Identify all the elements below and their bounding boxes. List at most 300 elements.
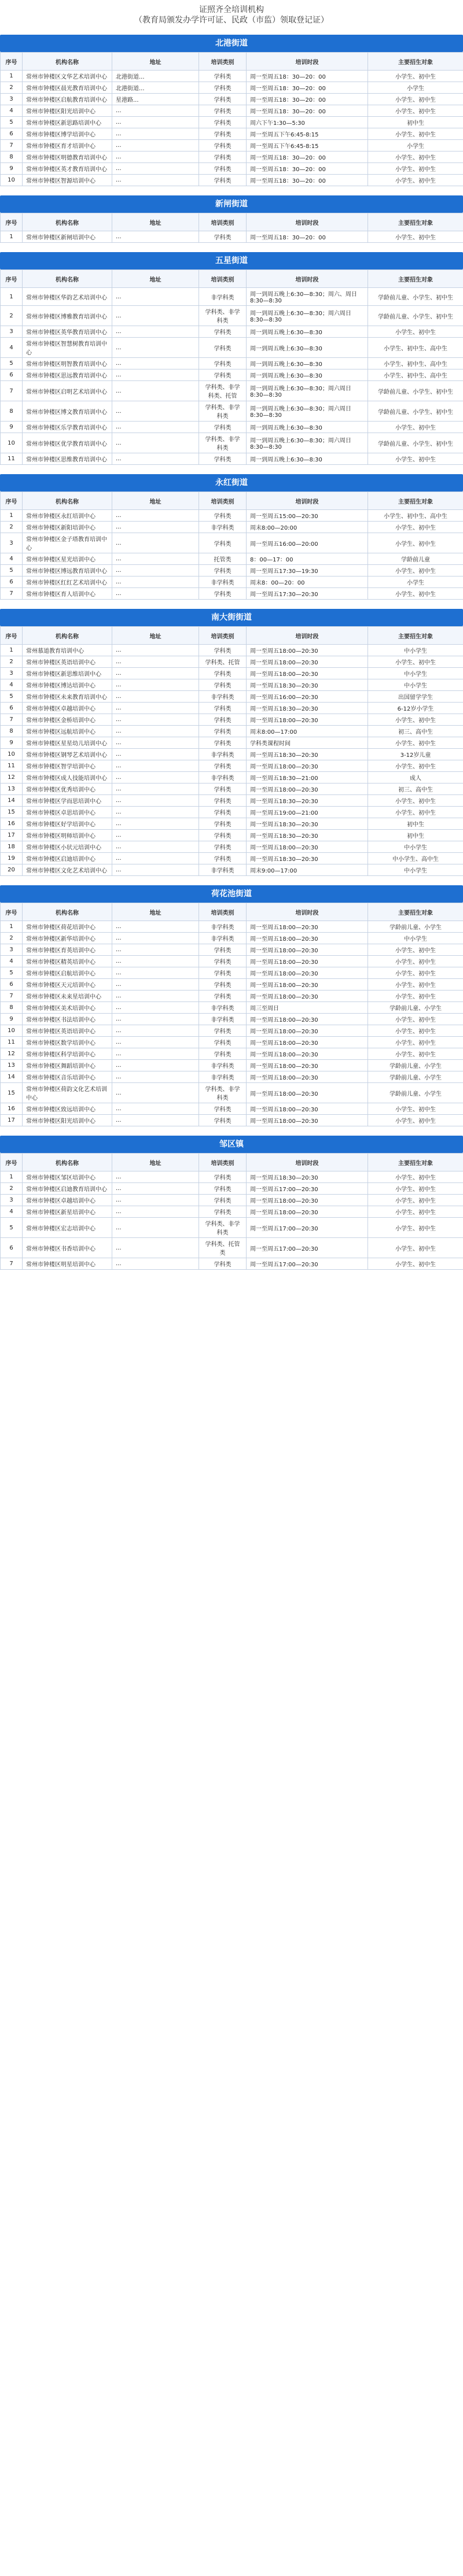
training-category: 学科类 (199, 991, 247, 1002)
row-number: 7 (1, 991, 23, 1002)
institution-address: ... (112, 921, 199, 933)
column-header: 序号 (1, 270, 23, 288)
target-students: 中小学生 (368, 864, 463, 876)
table-header-row (1, 270, 463, 288)
training-category: 学科类 (199, 944, 247, 956)
target-students: 小学生、初中生 (368, 231, 463, 243)
table-row (1, 783, 463, 795)
institution-address: ... (112, 1183, 199, 1195)
institution-address: ... (112, 1195, 199, 1206)
institution-name: 常州市钟楼区博文教育培训中心 (23, 401, 112, 422)
institution-name: 常州市钟楼区美术培训中心 (23, 1002, 112, 1014)
institution-name: 常州市钟楼区英华教育培训中心 (23, 326, 112, 338)
training-period: 周一至周五18:30—20:30 (247, 1171, 368, 1183)
target-students: 小学生、初中生 (368, 967, 463, 979)
institution-name: 常州市钟楼区荷韵文化艺术培训中心 (23, 1083, 112, 1103)
row-number: 18 (1, 841, 23, 853)
institution-name: 常州市钟楼区天元培训中心 (23, 979, 112, 991)
institution-name: 常州市钟楼区未来星培训中心 (23, 991, 112, 1002)
training-category: 学科类 (199, 737, 247, 749)
training-category: 非学科类 (199, 288, 247, 306)
training-period: 周一至周五16:00—20:00 (247, 533, 368, 553)
table-row (1, 105, 463, 117)
column-header: 培训类别 (199, 903, 247, 921)
table-row (1, 864, 463, 876)
institution-address: ... (112, 288, 199, 306)
target-students: 3-12岁儿童 (368, 749, 463, 760)
row-number: 8 (1, 151, 23, 163)
target-students: 小学生、初中生 (368, 979, 463, 991)
target-students: 学龄前儿童、小学生 (368, 1083, 463, 1103)
institution-address: ... (112, 1115, 199, 1126)
row-number: 16 (1, 1103, 23, 1115)
column-header: 机构名称 (23, 492, 112, 510)
institution-address: ... (112, 151, 199, 163)
training-period: 周一至周五18：30—20：00 (247, 151, 368, 163)
training-period: 周一至周五15:00—20:30 (247, 510, 368, 522)
target-students: 小学生 (368, 82, 463, 94)
row-number: 5 (1, 358, 23, 369)
training-period: 周一至周五18:30—20:30 (247, 795, 368, 807)
target-students: 学龄前儿童、小学生、初中生 (368, 381, 463, 401)
table-row (1, 1071, 463, 1083)
institution-name: 常州市钟楼区新华培训中心 (23, 933, 112, 944)
training-category: 学科类 (199, 979, 247, 991)
training-category: 非学科类 (199, 933, 247, 944)
institution-name: 常州市钟楼区好学培训中心 (23, 818, 112, 830)
institution-name: 常州市钟楼区智源培训中心 (23, 175, 112, 186)
column-header: 培训时段 (247, 903, 368, 921)
section-title: 新闸街道 (0, 195, 463, 213)
institution-table (0, 213, 463, 243)
target-students: 小学生、初中生 (368, 1037, 463, 1048)
table-row (1, 565, 463, 576)
training-period: 周一至周五18：30—20：00 (247, 71, 368, 82)
training-category: 学科类 (199, 841, 247, 853)
training-period: 周一至周五18：30—20：00 (247, 231, 368, 243)
column-header: 序号 (1, 492, 23, 510)
column-header: 序号 (1, 903, 23, 921)
row-number: 1 (1, 288, 23, 306)
target-students: 中小学生 (368, 668, 463, 679)
institution-name: 常州市钟楼区新阳培训中心 (23, 522, 112, 533)
target-students: 小学生、初中生 (368, 1048, 463, 1060)
column-header: 主要招生对象 (368, 270, 463, 288)
row-number: 6 (1, 128, 23, 140)
institution-address: ... (112, 1002, 199, 1014)
training-category: 学科类 (199, 1048, 247, 1060)
table-row (1, 1002, 463, 1014)
column-header: 培训时段 (247, 492, 368, 510)
institution-table (0, 626, 463, 876)
target-students: 初中生 (368, 818, 463, 830)
target-students: 小学生、初中生 (368, 1258, 463, 1270)
target-students: 小学生、初中生 (368, 1103, 463, 1115)
table-row (1, 991, 463, 1002)
table-row (1, 1183, 463, 1195)
training-category: 学科类 (199, 1206, 247, 1218)
institution-name: 常州市钟楼区星星幼儿培训中心 (23, 737, 112, 749)
table-row (1, 714, 463, 726)
target-students: 小学生、初中生 (368, 163, 463, 175)
row-number: 7 (1, 588, 23, 600)
institution-name: 常州市钟楼区致远培训中心 (23, 1103, 112, 1115)
training-category: 学科类 (199, 714, 247, 726)
row-number: 17 (1, 1115, 23, 1126)
table-row (1, 944, 463, 956)
target-students: 出国留学学生 (368, 691, 463, 703)
training-category: 学科类 (199, 369, 247, 381)
target-students: 小学生、初中生 (368, 795, 463, 807)
row-number: 5 (1, 565, 23, 576)
table-row (1, 522, 463, 533)
table-row (1, 326, 463, 338)
table-row (1, 306, 463, 326)
target-students: 中小学生 (368, 933, 463, 944)
training-period: 周三至周日 (247, 1002, 368, 1014)
row-number: 7 (1, 1258, 23, 1270)
training-category: 学科类 (199, 1037, 247, 1048)
table-row (1, 1025, 463, 1037)
target-students: 中小学生 (368, 841, 463, 853)
target-students: 学龄前儿童、小学生、初中生 (368, 401, 463, 422)
row-number: 11 (1, 1037, 23, 1048)
table-row (1, 163, 463, 175)
section-yonghong (0, 474, 463, 600)
institution-address: ... (112, 933, 199, 944)
row-number: 7 (1, 714, 23, 726)
institution-name: 常州市钟楼区乐学教育培训中心 (23, 422, 112, 433)
institution-name: 常州市钟楼区启航培训中心 (23, 967, 112, 979)
column-header: 地址 (112, 627, 199, 645)
row-number: 9 (1, 422, 23, 433)
training-period: 周一至周五18:30—20:30 (247, 853, 368, 864)
training-category: 学科类 (199, 82, 247, 94)
institution-table (0, 52, 463, 186)
table-row (1, 358, 463, 369)
row-number: 4 (1, 679, 23, 691)
training-period: 周末8：00—20：00 (247, 576, 368, 588)
institution-address: ... (112, 1238, 199, 1258)
row-number: 6 (1, 979, 23, 991)
institution-address: ... (112, 1206, 199, 1218)
institution-address: ... (112, 163, 199, 175)
institution-name: 常州市钟楼区博达培训中心 (23, 679, 112, 691)
table-row (1, 117, 463, 128)
row-number: 4 (1, 105, 23, 117)
table-row (1, 1238, 463, 1258)
training-period: 周一到周五晚上6:30—8:30；周六、周日8:30—8:30 (247, 288, 368, 306)
training-category: 学科类 (199, 1025, 247, 1037)
institution-name: 常州市钟楼区精英培训中心 (23, 956, 112, 967)
section-title: 南大街街道 (0, 609, 463, 626)
institution-address: ... (112, 510, 199, 522)
row-number: 1 (1, 645, 23, 656)
training-category: 学科类 (199, 1103, 247, 1115)
table-row (1, 71, 463, 82)
institution-name: 常州市钟楼区华韵艺术培训中心 (23, 288, 112, 306)
training-category: 学科类 (199, 703, 247, 714)
table-row (1, 830, 463, 841)
target-students: 小学生、初中生 (368, 1183, 463, 1195)
target-students: 小学生、初中生 (368, 956, 463, 967)
column-header: 主要招生对象 (368, 213, 463, 231)
table-row (1, 338, 463, 358)
table-row (1, 1060, 463, 1071)
institution-name: 常州市钟楼区钢琴艺术培训中心 (23, 749, 112, 760)
target-students: 初三、高中生 (368, 726, 463, 737)
institution-address: ... (112, 358, 199, 369)
institution-name: 常州市钟楼区启迪教育培训中心 (23, 1183, 112, 1195)
training-category: 非学科类 (199, 1060, 247, 1071)
row-number: 15 (1, 1083, 23, 1103)
column-header: 地址 (112, 903, 199, 921)
row-number: 6 (1, 369, 23, 381)
target-students: 小学生、初中生 (368, 1115, 463, 1126)
training-period: 周一至周五17:00—20:30 (247, 1218, 368, 1238)
target-students: 小学生、初中生 (368, 175, 463, 186)
table-row (1, 760, 463, 772)
institution-name: 常州市钟楼区明德教育培训中心 (23, 151, 112, 163)
target-students: 小学生、初中生 (368, 128, 463, 140)
institution-address: ... (112, 1071, 199, 1083)
training-category: 学科类 (199, 71, 247, 82)
column-header: 培训类别 (199, 270, 247, 288)
target-students: 学龄前儿童、小学生 (368, 921, 463, 933)
training-period: 周一至周五18:00—20:30 (247, 956, 368, 967)
institution-address: ... (112, 783, 199, 795)
target-students: 小学生、初中生 (368, 1025, 463, 1037)
institution-name: 常州市钟楼区科学培训中心 (23, 1048, 112, 1060)
training-period: 周一到周五晚上6:30—8:30 (247, 453, 368, 465)
institution-table (0, 903, 463, 1126)
row-number: 12 (1, 772, 23, 783)
target-students: 小学生、初中生 (368, 1195, 463, 1206)
institution-name: 常州市钟楼区永红培训中心 (23, 510, 112, 522)
training-category: 学科类 (199, 853, 247, 864)
row-number: 15 (1, 807, 23, 818)
institution-name: 常州市钟楼区邹区培训中心 (23, 1171, 112, 1183)
row-number: 19 (1, 853, 23, 864)
target-students: 小学生 (368, 576, 463, 588)
training-category: 学科类 (199, 1171, 247, 1183)
institution-name: 常州市钟楼区新思路培训中心 (23, 117, 112, 128)
training-category: 托管类 (199, 553, 247, 565)
institution-address: ... (112, 714, 199, 726)
target-students: 小学生、初中生 (368, 588, 463, 600)
row-number: 10 (1, 749, 23, 760)
table-row (1, 433, 463, 453)
institution-name: 常州市钟楼区成人技能培训中心 (23, 772, 112, 783)
training-period: 周一至周五18：30—20：00 (247, 163, 368, 175)
table-row (1, 231, 463, 243)
institution-name: 常州市钟楼区启航教育培训中心 (23, 94, 112, 105)
row-number: 6 (1, 1238, 23, 1258)
table-row (1, 979, 463, 991)
target-students: 初中生 (368, 117, 463, 128)
institution-address: ... (112, 306, 199, 326)
training-period: 周一至周五18：30—20：00 (247, 105, 368, 117)
column-header: 主要招生对象 (368, 53, 463, 71)
training-period: 周一至周五18:30—20:30 (247, 679, 368, 691)
training-category: 学科类 (199, 117, 247, 128)
institution-name: 常州市钟楼区阳光培训中心 (23, 105, 112, 117)
institution-name: 常州慕道教育培训中心 (23, 645, 112, 656)
institution-address: 北港街道... (112, 71, 199, 82)
institution-name: 常州市钟楼区英语培训中心 (23, 1025, 112, 1037)
institution-name: 常州市钟楼区英语培训中心 (23, 656, 112, 668)
column-header: 地址 (112, 1154, 199, 1171)
target-students: 小学生、初中生 (368, 944, 463, 956)
institution-name: 常州市钟楼区书法培训中心 (23, 1014, 112, 1025)
target-students: 小学生、初中生 (368, 565, 463, 576)
institution-name: 常州市钟楼区英才教育培训中心 (23, 163, 112, 175)
target-students: 小学生、初中生 (368, 1171, 463, 1183)
training-period: 周一至周五18:00—20:30 (247, 1103, 368, 1115)
row-number: 7 (1, 381, 23, 401)
table-row (1, 1115, 463, 1126)
table-row (1, 795, 463, 807)
institution-name: 常州市钟楼区启明艺术培训中心 (23, 381, 112, 401)
column-header: 培训类别 (199, 627, 247, 645)
column-header: 主要招生对象 (368, 903, 463, 921)
institution-table (0, 1153, 463, 1270)
institution-address: ... (112, 231, 199, 243)
institution-address: ... (112, 668, 199, 679)
training-period: 周一至周五18:00—20:30 (247, 1014, 368, 1025)
table-row (1, 1103, 463, 1115)
column-header: 序号 (1, 1154, 23, 1171)
training-category: 非学科类 (199, 1014, 247, 1025)
row-number: 3 (1, 668, 23, 679)
training-period: 周一至周五18:00—20:30 (247, 933, 368, 944)
row-number: 3 (1, 944, 23, 956)
row-number: 4 (1, 338, 23, 358)
section-title: 荷花池街道 (0, 885, 463, 903)
row-number: 3 (1, 1195, 23, 1206)
target-students: 小学生、初中生 (368, 326, 463, 338)
institution-address: ... (112, 703, 199, 714)
training-period: 周一至周五18:30—21:00 (247, 772, 368, 783)
table-row (1, 921, 463, 933)
target-students: 小学生、初中生 (368, 522, 463, 533)
target-students: 小学生、初中生 (368, 1014, 463, 1025)
institution-name: 常州市钟楼区晨光教育培训中心 (23, 82, 112, 94)
column-header: 培训类别 (199, 213, 247, 231)
training-period: 周六下午1:30—5:30 (247, 117, 368, 128)
institution-name: 常州市钟楼区明星培训中心 (23, 1258, 112, 1270)
row-number: 10 (1, 1025, 23, 1037)
section-wuxing (0, 252, 463, 465)
section-nandajie (0, 609, 463, 876)
table-row (1, 1258, 463, 1270)
training-category: 非学科类 (199, 1071, 247, 1083)
training-category: 学科类 (199, 1195, 247, 1206)
row-number: 1 (1, 510, 23, 522)
institution-address: ... (112, 749, 199, 760)
table-row (1, 175, 463, 186)
training-category: 学科类、非学科类 (199, 401, 247, 422)
training-category: 学科类、非学科类 (199, 1083, 247, 1103)
institution-address: ... (112, 1258, 199, 1270)
section-title: 五星街道 (0, 252, 463, 269)
training-category: 学科类 (199, 140, 247, 151)
row-number: 6 (1, 576, 23, 588)
institution-name: 常州市钟楼区博学培训中心 (23, 128, 112, 140)
institution-name: 常州市钟楼区远航培训中心 (23, 726, 112, 737)
training-period: 周一至周五18:00—20:30 (247, 783, 368, 795)
column-header: 机构名称 (23, 1154, 112, 1171)
training-period: 周一至周五18:00—20:30 (247, 841, 368, 853)
institution-name: 常州市钟楼区舞蹈培训中心 (23, 1060, 112, 1071)
institution-name: 常州市钟楼区新闸培训中心 (23, 231, 112, 243)
training-category: 学科类、非学科类、托管 (199, 381, 247, 401)
table-row (1, 807, 463, 818)
target-students: 小学生、初中生 (368, 1218, 463, 1238)
target-students: 小学生、初中生 (368, 737, 463, 749)
training-period: 周一到周五晚上6:30—8:30 (247, 338, 368, 358)
section-hehuachi (0, 885, 463, 1126)
row-number: 1 (1, 71, 23, 82)
target-students: 学龄前儿童、小学生、初中生 (368, 306, 463, 326)
institution-address: ... (112, 175, 199, 186)
training-period: 周末8:00—17:00 (247, 726, 368, 737)
column-header: 主要招生对象 (368, 627, 463, 645)
training-category: 学科类 (199, 679, 247, 691)
institution-table (0, 269, 463, 465)
training-category: 学科类 (199, 453, 247, 465)
target-students: 小学生、初中生 (368, 656, 463, 668)
row-number: 14 (1, 1071, 23, 1083)
training-period: 周一至周五18:00—20:30 (247, 1048, 368, 1060)
target-students: 6-12岁小学生 (368, 703, 463, 714)
institution-address: ... (112, 381, 199, 401)
training-period: 周一至周五18:00—20:30 (247, 656, 368, 668)
training-period: 周一至周五18：30—20：00 (247, 94, 368, 105)
institution-address: ... (112, 818, 199, 830)
column-header: 培训类别 (199, 492, 247, 510)
institution-address: ... (112, 1037, 199, 1048)
target-students: 小学生、初中生 (368, 71, 463, 82)
target-students: 初三、高中生 (368, 783, 463, 795)
target-students: 小学生、初中生 (368, 807, 463, 818)
institution-address: ... (112, 645, 199, 656)
training-category: 学科类 (199, 726, 247, 737)
institution-name: 常州市钟楼区金子塔教育培训中心 (23, 533, 112, 553)
target-students: 小学生、初中生、高中生 (368, 338, 463, 358)
institution-address: ... (112, 807, 199, 818)
section-beigang (0, 35, 463, 186)
row-number: 16 (1, 818, 23, 830)
table-row (1, 1195, 463, 1206)
institution-address: ... (112, 140, 199, 151)
institution-name: 常州市钟楼区明师培训中心 (23, 830, 112, 841)
column-header: 机构名称 (23, 903, 112, 921)
column-header: 培训时段 (247, 1154, 368, 1171)
institution-name: 常州市钟楼区智学培训中心 (23, 760, 112, 772)
institution-name: 常州市钟楼区金桥培训中心 (23, 714, 112, 726)
column-header: 主要招生对象 (368, 1154, 463, 1171)
institution-address: ... (112, 1103, 199, 1115)
institution-address: ... (112, 565, 199, 576)
institution-name: 常州市钟楼区博远教育培训中心 (23, 565, 112, 576)
row-number: 5 (1, 691, 23, 703)
institution-name: 常州市钟楼区思远教育培训中心 (23, 369, 112, 381)
target-students: 小学生、初中生 (368, 1206, 463, 1218)
column-header: 主要招生对象 (368, 492, 463, 510)
institution-name: 常州市钟楼区育人培训中心 (23, 588, 112, 600)
training-period: 周一至周五18:00—20:30 (247, 1206, 368, 1218)
